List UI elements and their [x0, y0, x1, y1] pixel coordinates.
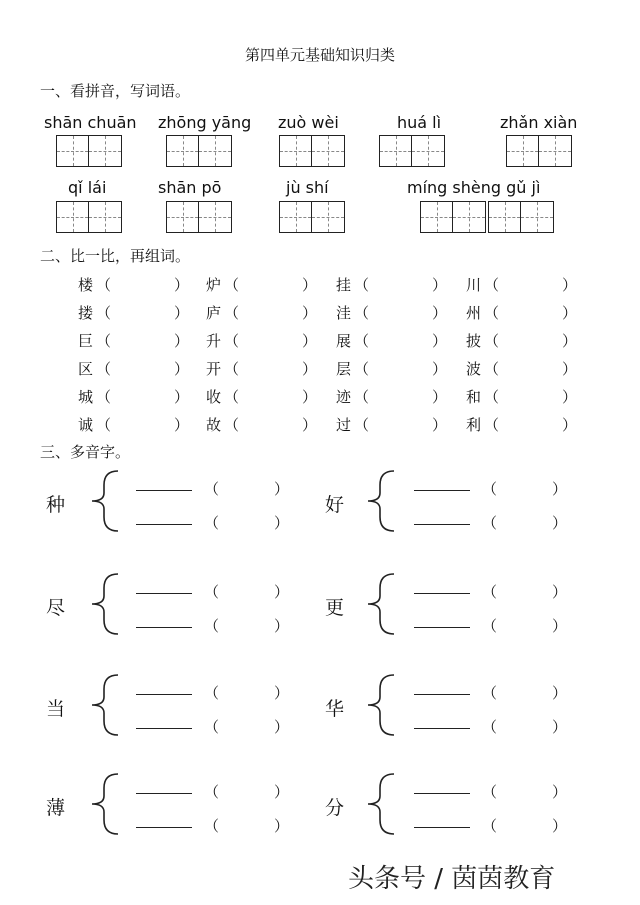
- compare-char: 收: [206, 388, 222, 406]
- compare-char: 过: [336, 416, 352, 434]
- open-paren: （: [354, 388, 370, 406]
- open-paren: （: [482, 480, 498, 498]
- answer-line[interactable]: [136, 627, 192, 628]
- close-paren: ）: [302, 276, 318, 294]
- pinyin-blank[interactable]: [224, 682, 270, 702]
- answer-line[interactable]: [414, 793, 470, 794]
- close-paren: ）: [302, 360, 318, 378]
- curly-brace: [368, 471, 394, 531]
- open-paren: （: [96, 388, 112, 406]
- answer-line[interactable]: [414, 728, 470, 729]
- watermark: 头条号 / 茵茵教育: [348, 864, 556, 894]
- close-paren: ）: [174, 304, 190, 322]
- close-paren: ）: [552, 684, 568, 702]
- close-paren: ）: [552, 783, 568, 801]
- close-paren: ）: [274, 617, 290, 635]
- close-paren: ）: [174, 276, 190, 294]
- close-paren: ）: [274, 783, 290, 801]
- open-paren: （: [484, 276, 500, 294]
- close-paren: ）: [274, 684, 290, 702]
- pinyin-blank[interactable]: [224, 615, 270, 635]
- close-paren: ）: [174, 332, 190, 350]
- close-paren: ）: [274, 718, 290, 736]
- curly-brace: [92, 774, 118, 834]
- open-paren: （: [224, 332, 240, 350]
- close-paren: ）: [174, 416, 190, 434]
- close-paren: ）: [552, 718, 568, 736]
- open-paren: （: [482, 783, 498, 801]
- section-3-heading: 三、多音字。: [40, 443, 131, 461]
- close-paren: ）: [562, 416, 578, 434]
- compare-char: 诚: [78, 416, 94, 434]
- open-paren: （: [224, 276, 240, 294]
- compare-char: 故: [206, 416, 222, 434]
- close-paren: ）: [274, 817, 290, 835]
- curly-brace: [368, 774, 394, 834]
- compare-char: 巨: [78, 332, 94, 350]
- close-paren: ）: [302, 304, 318, 322]
- pinyin-label: jù shí: [286, 178, 329, 197]
- compare-char: 开: [206, 360, 222, 378]
- open-paren: （: [482, 718, 498, 736]
- answer-line[interactable]: [136, 793, 192, 794]
- curly-brace: [92, 471, 118, 531]
- compare-char: 和: [466, 388, 482, 406]
- open-paren: （: [204, 617, 220, 635]
- close-paren: ）: [302, 332, 318, 350]
- section-2-heading: 二、比一比，再组词。: [40, 247, 191, 265]
- compare-char: 搂: [78, 304, 94, 322]
- open-paren: （: [204, 684, 220, 702]
- compare-char: 区: [78, 360, 94, 378]
- polyphone-char: 尽: [46, 597, 66, 619]
- open-paren: （: [224, 416, 240, 434]
- compare-char: 升: [206, 332, 222, 350]
- polyphone-char: 薄: [46, 797, 66, 819]
- answer-line[interactable]: [136, 593, 192, 594]
- answer-line[interactable]: [414, 694, 470, 695]
- open-paren: （: [96, 332, 112, 350]
- open-paren: （: [482, 617, 498, 635]
- answer-line[interactable]: [414, 490, 470, 491]
- close-paren: ）: [174, 360, 190, 378]
- answer-line[interactable]: [414, 524, 470, 525]
- open-paren: （: [354, 360, 370, 378]
- close-paren: ）: [552, 480, 568, 498]
- open-paren: （: [224, 304, 240, 322]
- open-paren: （: [354, 332, 370, 350]
- open-paren: （: [224, 360, 240, 378]
- close-paren: ）: [552, 617, 568, 635]
- pinyin-blank[interactable]: [224, 478, 270, 498]
- answer-line[interactable]: [414, 593, 470, 594]
- page-title: 第四单元基础知识归类: [244, 46, 395, 64]
- close-paren: ）: [274, 583, 290, 601]
- pinyin-label: qǐ lái: [68, 178, 107, 197]
- close-paren: ）: [302, 388, 318, 406]
- open-paren: （: [482, 684, 498, 702]
- pinyin-blank[interactable]: [502, 815, 548, 835]
- close-paren: ）: [562, 388, 578, 406]
- open-paren: （: [354, 416, 370, 434]
- open-paren: （: [484, 304, 500, 322]
- close-paren: ）: [432, 360, 448, 378]
- close-paren: ）: [432, 276, 448, 294]
- answer-line[interactable]: [136, 524, 192, 525]
- curly-brace: [92, 675, 118, 735]
- pinyin-label: zhǎn xiàn: [500, 113, 578, 132]
- close-paren: ）: [552, 817, 568, 835]
- pinyin-blank[interactable]: [224, 781, 270, 801]
- curly-brace: [92, 574, 118, 634]
- close-paren: ）: [274, 514, 290, 532]
- close-paren: ）: [174, 388, 190, 406]
- polyphone-char: 更: [325, 597, 345, 619]
- pinyin-blank[interactable]: [224, 581, 270, 601]
- close-paren: ）: [562, 332, 578, 350]
- pinyin-label: míng shèng gǔ jì: [407, 178, 541, 197]
- curly-brace: [368, 574, 394, 634]
- close-paren: ）: [562, 360, 578, 378]
- pinyin-label: huá lì: [397, 113, 442, 132]
- close-paren: ）: [432, 332, 448, 350]
- compare-char: 迹: [336, 388, 352, 406]
- polyphone-char: 分: [325, 797, 345, 819]
- pinyin-blank[interactable]: [502, 716, 548, 736]
- close-paren: ）: [274, 480, 290, 498]
- compare-char: 层: [336, 360, 352, 378]
- close-paren: ）: [432, 416, 448, 434]
- open-paren: （: [204, 583, 220, 601]
- polyphone-char: 当: [46, 698, 66, 720]
- close-paren: ）: [552, 514, 568, 532]
- answer-line[interactable]: [136, 490, 192, 491]
- pinyin-blank[interactable]: [502, 512, 548, 532]
- pinyin-blank[interactable]: [502, 781, 548, 801]
- answer-line[interactable]: [136, 694, 192, 695]
- pinyin-label: zuò wèi: [278, 113, 339, 132]
- open-paren: （: [484, 388, 500, 406]
- close-paren: ）: [432, 304, 448, 322]
- compare-char: 州: [466, 304, 482, 322]
- pinyin-label: shān chuān: [44, 113, 137, 132]
- compare-char: 披: [466, 332, 482, 350]
- open-paren: （: [354, 276, 370, 294]
- compare-char: 洼: [336, 304, 352, 322]
- close-paren: ）: [552, 583, 568, 601]
- open-paren: （: [482, 514, 498, 532]
- pinyin-blank[interactable]: [502, 581, 548, 601]
- close-paren: ）: [302, 416, 318, 434]
- pinyin-blank[interactable]: [502, 682, 548, 702]
- answer-line[interactable]: [414, 627, 470, 628]
- section-1-heading: 一、看拼音，写词语。: [40, 82, 191, 100]
- pinyin-blank[interactable]: [502, 478, 548, 498]
- pinyin-blank[interactable]: [224, 815, 270, 835]
- close-paren: ）: [562, 276, 578, 294]
- answer-line[interactable]: [136, 827, 192, 828]
- open-paren: （: [96, 304, 112, 322]
- open-paren: （: [204, 783, 220, 801]
- open-paren: （: [354, 304, 370, 322]
- open-paren: （: [204, 480, 220, 498]
- open-paren: （: [482, 817, 498, 835]
- compare-char: 展: [336, 332, 352, 350]
- compare-char: 利: [466, 416, 482, 434]
- open-paren: （: [96, 360, 112, 378]
- open-paren: （: [484, 360, 500, 378]
- open-paren: （: [482, 583, 498, 601]
- curly-brace: [368, 675, 394, 735]
- answer-line[interactable]: [414, 827, 470, 828]
- compare-char: 庐: [206, 304, 222, 322]
- open-paren: （: [204, 718, 220, 736]
- polyphone-char: 种: [46, 494, 66, 516]
- open-paren: （: [204, 514, 220, 532]
- compare-char: 川: [466, 276, 482, 294]
- close-paren: ）: [562, 304, 578, 322]
- open-paren: （: [96, 416, 112, 434]
- compare-char: 城: [78, 388, 94, 406]
- open-paren: （: [224, 388, 240, 406]
- compare-char: 挂: [336, 276, 352, 294]
- compare-char: 炉: [206, 276, 222, 294]
- polyphone-char: 华: [325, 698, 345, 720]
- compare-char: 波: [466, 360, 482, 378]
- pinyin-blank[interactable]: [224, 716, 270, 736]
- pinyin-label: shān pō: [158, 178, 222, 197]
- compare-char: 楼: [78, 276, 94, 294]
- open-paren: （: [484, 416, 500, 434]
- open-paren: （: [484, 332, 500, 350]
- pinyin-blank[interactable]: [502, 615, 548, 635]
- pinyin-label: zhōng yāng: [158, 113, 252, 132]
- polyphone-char: 好: [325, 494, 345, 516]
- open-paren: （: [204, 817, 220, 835]
- close-paren: ）: [432, 388, 448, 406]
- pinyin-blank[interactable]: [224, 512, 270, 532]
- answer-line[interactable]: [136, 728, 192, 729]
- open-paren: （: [96, 276, 112, 294]
